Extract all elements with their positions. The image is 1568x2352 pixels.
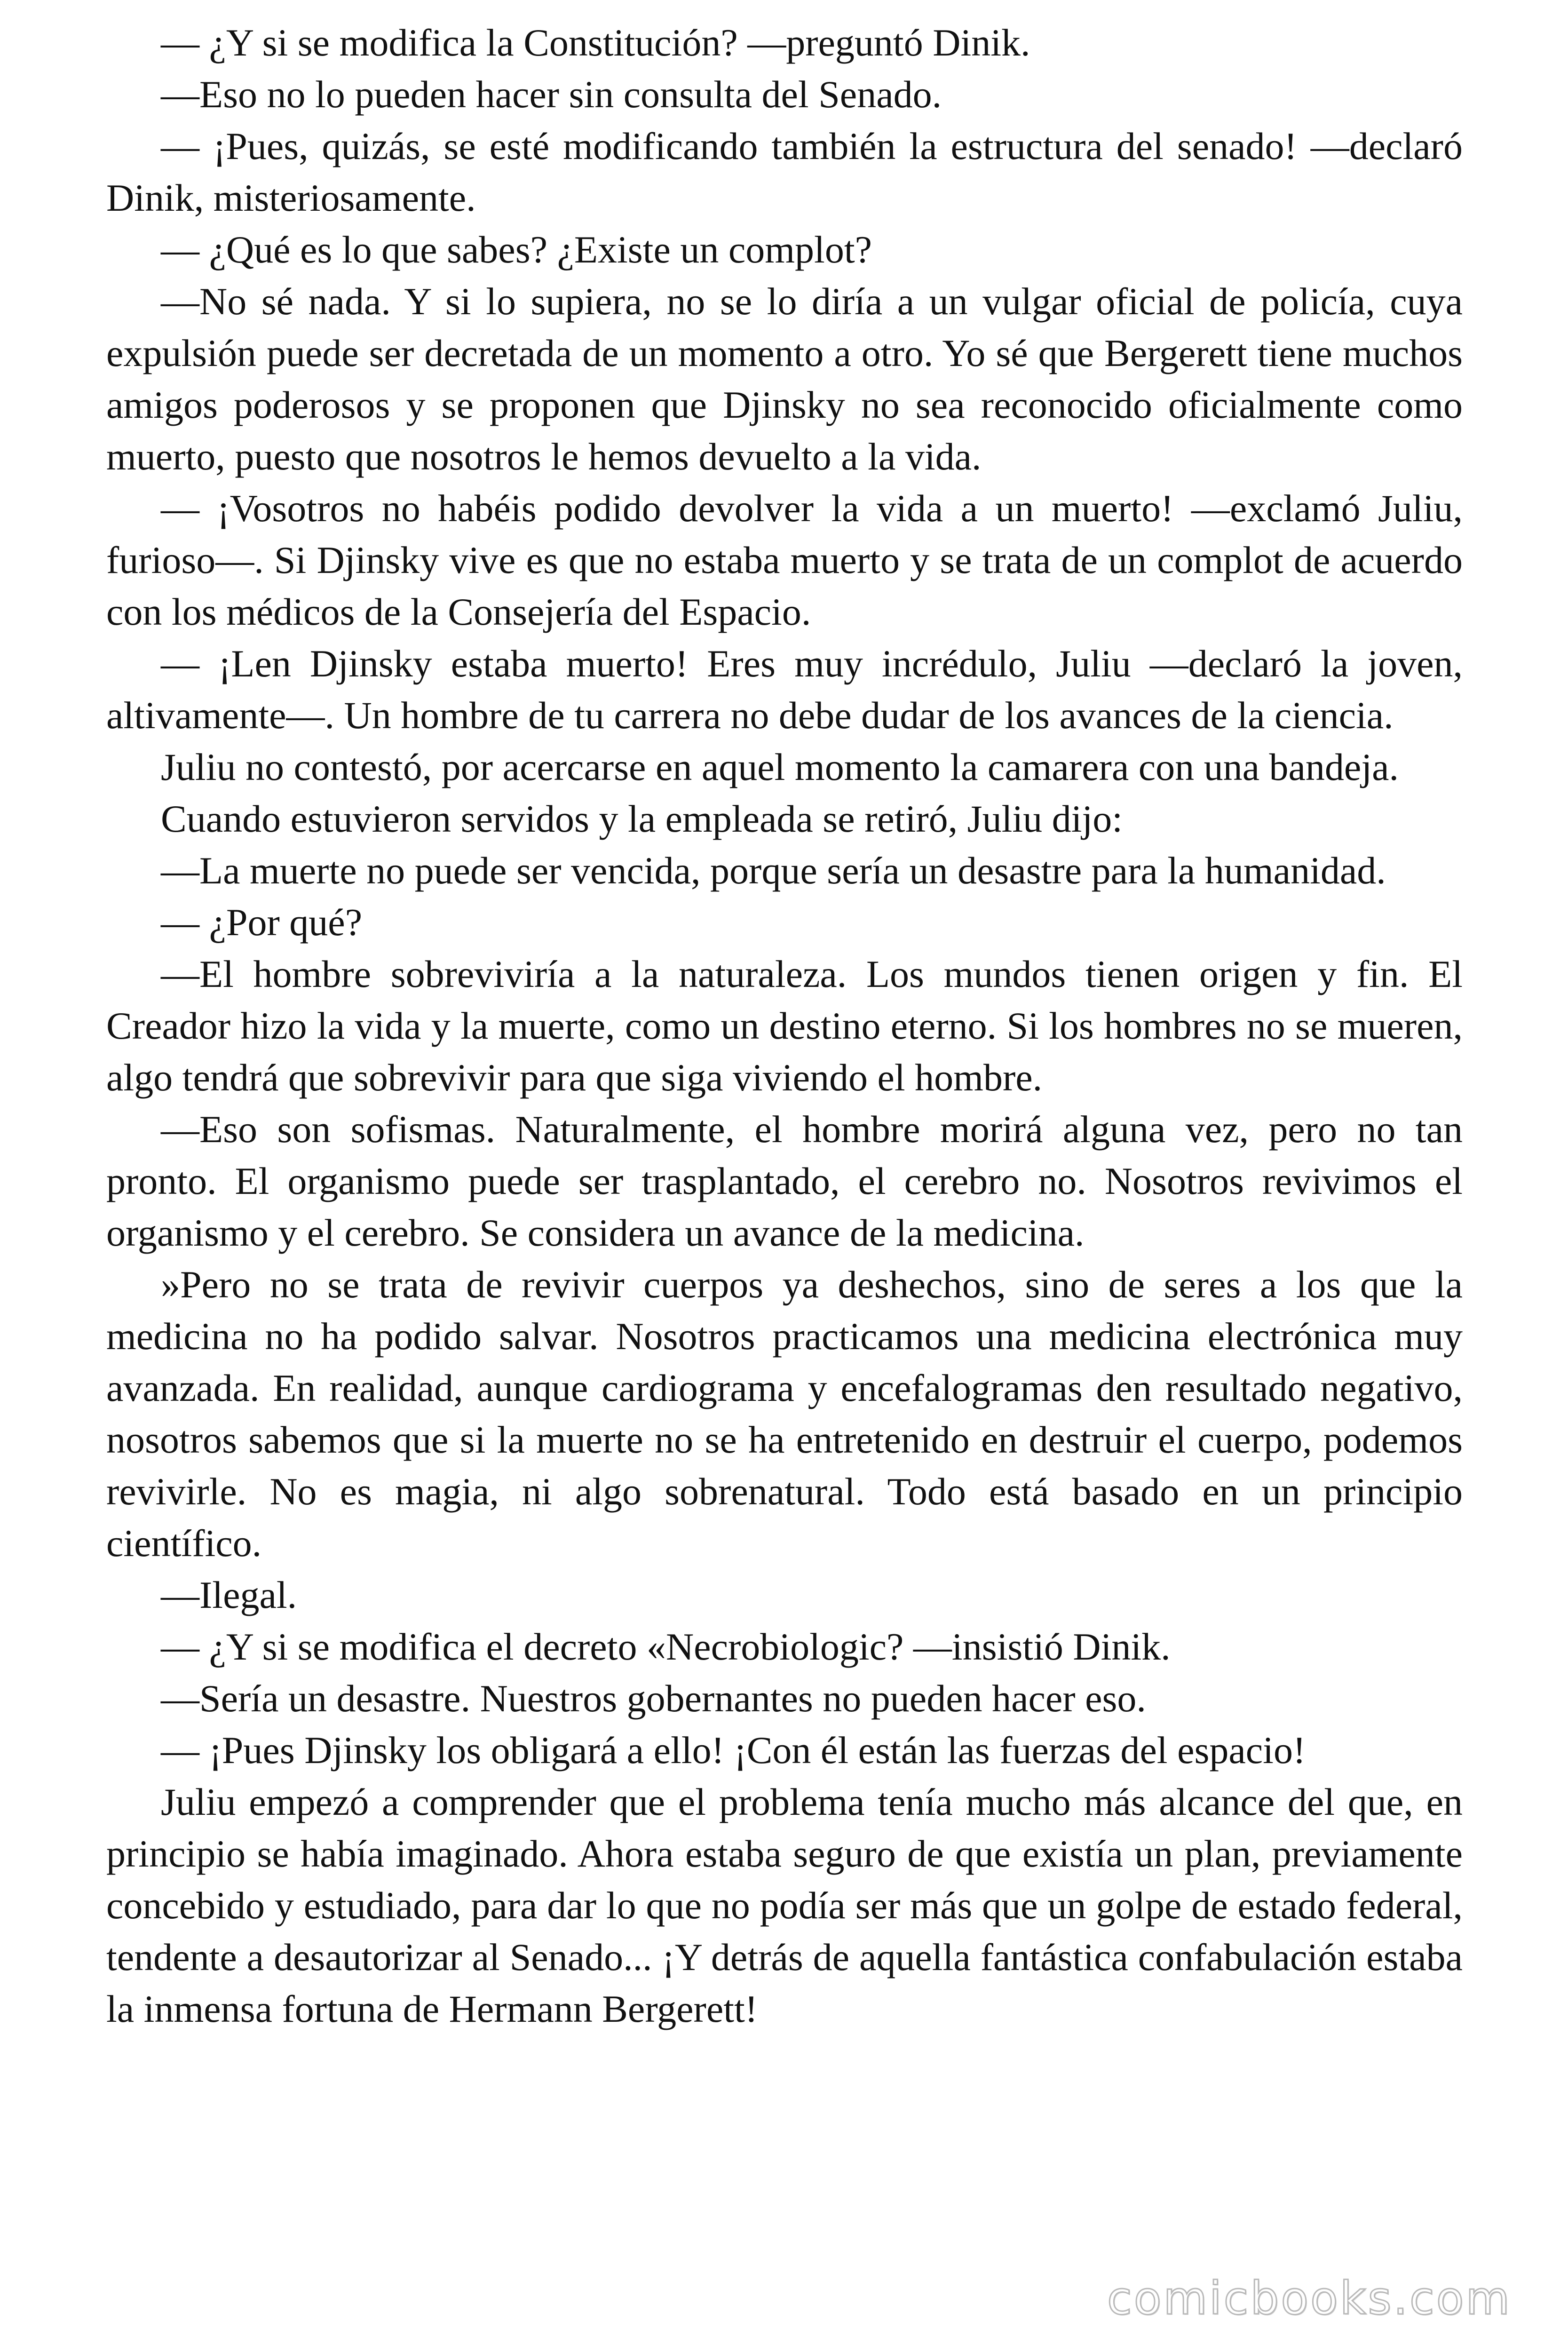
paragraph: —Sería un desastre. Nuestros gobernantes no pueden hacer eso. (161, 1677, 1146, 1720)
paragraph: »Pero no se trata de revivir cuerpos ya deshechos, sino de seres a los que la medicina no ha podido salvar. Nosotros practicamos una medicina electrónica muy avanzada. En realidad, aunque cardiograma y encefalogramas den resultado negativo, nosotros sabemos que si la muerte no se ha entretenido en destruir el cuerpo, podemos revivirle. No es magia, ni algo sobrenatural. Todo está basado en un principio científico. (106, 1263, 1463, 1565)
page-text (106, 17, 1463, 2035)
paragraph: — ¡Pues, quizás, se esté modificando también la estructura del senado! —declaró Dinik, misteriosamente. (106, 125, 1463, 219)
paragraph: — ¡Pues Djinsky los obligará a ello! ¡Con él están las fuerzas del espacio! (161, 1729, 1306, 1772)
paragraph: Juliu empezó a comprender que el problema tenía mucho más alcance del que, en principio se había imaginado. Ahora estaba seguro de que existía un plan, previamente concebido y estudiado, para dar lo que no podía ser más que un golpe de estado federal, tendente a desautorizar al Senado... ¡Y detrás de aquella fantástica confabulación estaba la inmensa fortuna de Hermann Bergerett! (106, 1780, 1463, 2030)
paragraph: — ¿Y si se modifica la Constitución? —preguntó Dinik. (161, 21, 1030, 64)
paragraph: Cuando estuvieron servidos y la empleada se retiró, Juliu dijo: (161, 797, 1123, 840)
paragraph: Juliu no contestó, por acercarse en aquel momento la camarera con una bandeja. (161, 746, 1399, 788)
paragraph: —Ilegal. (161, 1573, 297, 1616)
paragraph: —La muerte no puede ser vencida, porque sería un desastre para la humanidad. (161, 849, 1386, 892)
paragraph: —El hombre sobreviviría a la naturaleza. Los mundos tienen origen y fin. El Creador hizo la vida y la muerte, como un destino eterno. Si los hombres no se mueren, algo tendrá que sobrevivir para que siga viviendo el hombre. (106, 953, 1463, 1099)
paragraph: — ¿Por qué? (161, 901, 363, 944)
paragraph: — ¡Vosotros no habéis podido devolver la vida a un muerto! —exclamó Juliu, furioso—. Si Djinsky vive es que no estaba muerto y se trata de un complot de acuerdo con los médicos de la Consejería del Espacio. (106, 487, 1463, 633)
paragraph: — ¿Qué es lo que sabes? ¿Existe un complot? (161, 228, 872, 271)
paragraph: — ¿Y si se modifica el decreto «Necrobiologic? —insistió Dinik. (161, 1625, 1171, 1668)
paragraph: —Eso son sofismas. Naturalmente, el hombre morirá alguna vez, pero no tan pronto. El organismo puede ser trasplantado, el cerebro no. Nosotros revivimos el organismo y el cerebro. Se considera un avance de la medicina. (106, 1108, 1463, 1254)
watermark-text: comicbooks.com (1107, 2272, 1512, 2325)
paragraph: — ¡Len Djinsky estaba muerto! Eres muy incrédulo, Juliu —declaró la joven, altivamente—. Un hombre de tu carrera no debe dudar de los avances de la ciencia. (106, 642, 1463, 737)
paragraph: —Eso no lo pueden hacer sin consulta del Senado. (161, 73, 942, 116)
paragraph: —No sé nada. Y si lo supiera, no se lo diría a un vulgar oficial de policía, cuya expulsión puede ser decretada de un momento a otro. Yo sé que Bergerett tiene muchos amigos poderosos y se proponen que Djinsky no sea reconocido oficialmente como muerto, puesto que nosotros le hemos devuelto a la vida. (106, 280, 1463, 478)
